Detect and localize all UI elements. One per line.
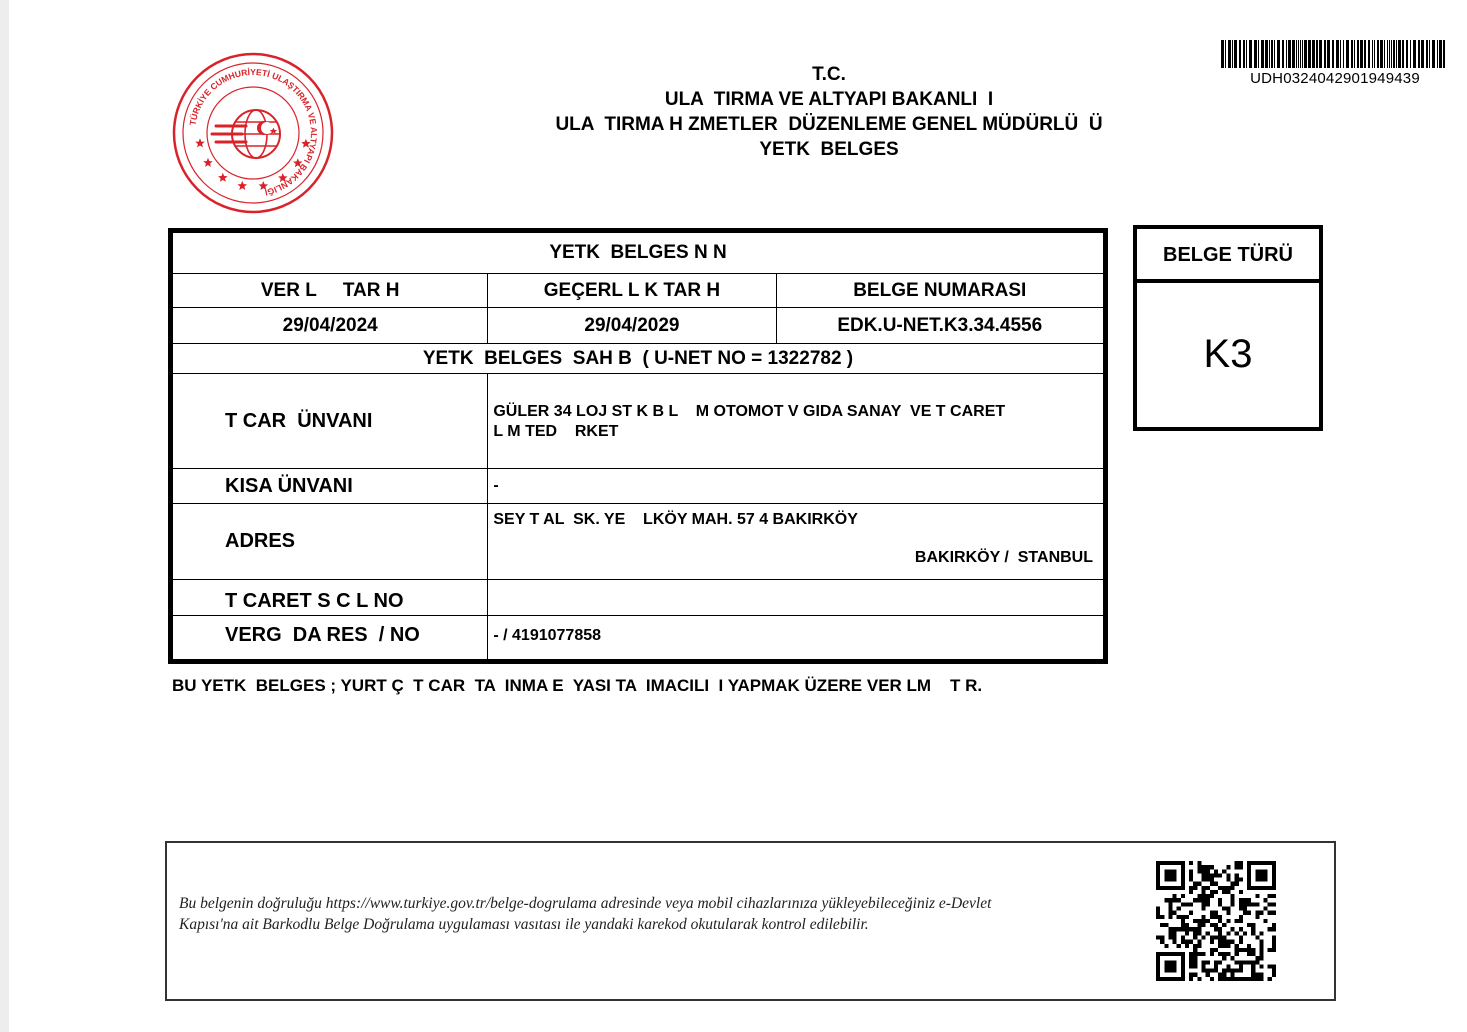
issue-date-header: VER L TAR H <box>173 274 488 308</box>
address-city: BAKIRKÖY / STANBUL <box>914 549 1093 566</box>
header-title-line-3: ULA TIRMA H ZMETLER DÜZENLEME GENEL MÜDÜRLÜ Ü <box>555 114 1103 135</box>
document-page <box>9 0 1467 1032</box>
certificate-table-title: YETK BELGES N N <box>173 233 1104 274</box>
qr-code-icon[interactable] <box>1156 861 1276 981</box>
tax-office-value: - / 4191077858 <box>488 616 1104 660</box>
seal-star-icon <box>238 181 248 190</box>
tax-office-label: VERG DA RES / NO <box>173 616 488 660</box>
document-type-heading: BELGE TÜRÜ <box>1137 229 1319 283</box>
document-number-header: BELGE NUMARASI <box>776 274 1103 308</box>
address-cell <box>488 504 1104 580</box>
valid-until-value: 29/04/2029 <box>488 308 776 344</box>
seal-star-icon <box>195 138 205 147</box>
document-number-value: EDK.U-NET.K3.34.4556 <box>776 308 1103 344</box>
document-header <box>469 62 1189 162</box>
barcode-icon <box>1221 40 1447 68</box>
seal-star-icon <box>218 173 228 182</box>
ministry-seal-logo <box>172 52 334 214</box>
svg-text:TÜRKİYE CUMHURİYETİ ULAŞTIRMA: TÜRKİYE CUMHURİYETİ ULAŞTIRMA VE ALTYAPI BAKANLIĞI <box>187 66 320 198</box>
certificate-table <box>168 228 1108 664</box>
seal-star-icon <box>203 158 213 167</box>
holder-heading: YETK BELGES SAH B ( U-NET NO = 1322782 ) <box>173 344 1104 374</box>
document-type-value: K3 <box>1203 332 1253 376</box>
verification-text-line-1: Bu belgenin doğruluğu https://www.turkiye.gov.tr/belge-dogrulama adresinde veya mobil cihazlarınıza yükleyebileceğiniz e-Devlet <box>179 895 992 912</box>
barcode-number: UDH0324042901949439 <box>1250 70 1420 87</box>
address-value: SEY T AL SK. YE LKÖY MAH. 57 4 BAKIRKÖY <box>493 511 858 528</box>
trade-registry-value <box>488 580 1104 616</box>
valid-until-header: GEÇERL L K TAR H <box>488 274 776 308</box>
trade-registry-label: T CARET S C L NO <box>173 580 488 616</box>
header-title-line-2: ULA TIRMA VE ALTYAPI BAKANLI I <box>664 89 994 110</box>
document-type-box <box>1133 225 1323 431</box>
header-title-line-1: T.C. <box>812 64 846 85</box>
short-name-label: KISA ÜNVANI <box>173 469 488 504</box>
short-name-value: - <box>488 469 1104 504</box>
verification-text-line-2: Kapısı'na ait Barkodlu Belge Doğrulama uygulaması vasıtası ile yandaki karekod okutularak kontrol edilebilir. <box>179 916 869 933</box>
verification-box <box>165 841 1336 1001</box>
barcode-block <box>1221 40 1449 87</box>
trade-name-value: GÜLER 34 LOJ ST K B L M OTOMOT V GIDA SANAY VE T CARET L M TED RKET <box>488 374 1104 469</box>
issue-date-value: 29/04/2024 <box>173 308 488 344</box>
trade-name-label: T CAR ÜNVANI <box>173 374 488 469</box>
verification-text <box>179 893 1139 935</box>
certificate-note: BU YETK BELGES ; YURT Ç T CAR TA INMA E YASI TA IMACILI I YAPMAK ÜZERE VER LM T R. <box>172 676 983 695</box>
header-title-line-4: YETK BELGES <box>759 139 899 160</box>
address-label: ADRES <box>173 504 488 580</box>
